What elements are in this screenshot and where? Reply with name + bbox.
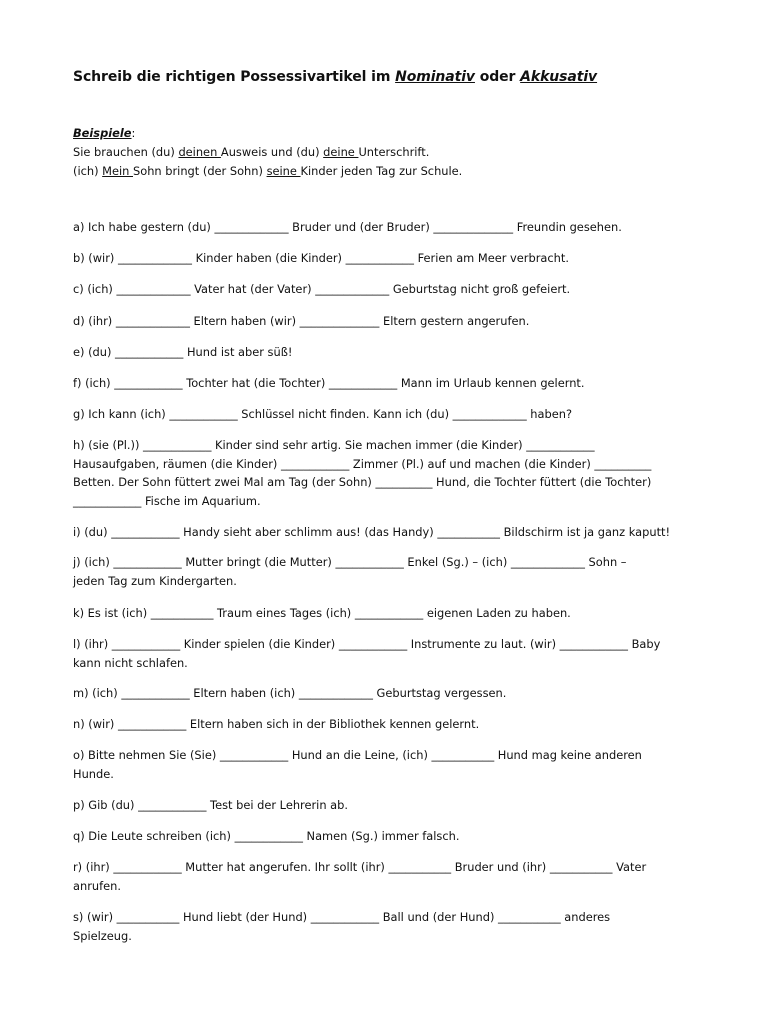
example-text: Sie brauchen (du) bbox=[73, 145, 179, 159]
exercise-j-line-1: j) (ich) ____________ Mutter bringt (die Mutter) ____________ Enkel (Sg.) – (ich) _____________ Sohn – bbox=[73, 555, 627, 569]
exercise-s-line-2: Spielzeug. bbox=[73, 929, 132, 943]
exercise-e-line-1: e) (du) ____________ Hund ist aber süß! bbox=[73, 345, 293, 359]
exercise-o-line-2: Hunde. bbox=[73, 767, 114, 781]
exercise-a-line-1: a) Ich habe gestern (du) _____________ Bruder und (der Bruder) ______________ Freundin gesehen. bbox=[73, 220, 622, 234]
example-text: Ausweis und (du) bbox=[220, 145, 324, 159]
title-prefix: Schreib die richtigen Possessivartikel im bbox=[73, 69, 396, 85]
exercise-j-line-2: jeden Tag zum Kindergarten. bbox=[73, 574, 237, 588]
example-text: (ich) bbox=[73, 164, 103, 178]
exercise-h-line-4: ____________ Fische im Aquarium. bbox=[73, 494, 261, 508]
example-answer: deinen bbox=[178, 145, 221, 159]
example-answer: seine bbox=[266, 164, 301, 178]
exercise-d-line-1: d) (ihr) _____________ Eltern haben (wir) ______________ Eltern gestern angerufen. bbox=[73, 314, 530, 328]
worksheet-title bbox=[73, 69, 597, 85]
exercise-r-line-1: r) (ihr) ____________ Mutter hat angerufen. Ihr sollt (ihr) ___________ Bruder und (ihr) ___________ Vater bbox=[73, 860, 647, 874]
exercise-o-line-1: o) Bitte nehmen Sie (Sie) ____________ Hund an die Leine, (ich) ___________ Hund mag keine anderen bbox=[73, 748, 642, 762]
example-text: Kinder jeden Tag zur Schule. bbox=[300, 164, 463, 178]
exercise-g-line-1: g) Ich kann (ich) ____________ Schlüssel nicht finden. Kann ich (du) _____________ haben? bbox=[73, 407, 573, 421]
exercise-h-line-2: Hausaufgaben, räumen (die Kinder) ____________ Zimmer (Pl.) auf und machen (die Kinder) __________ bbox=[73, 457, 652, 471]
exercise-s-line-1: s) (wir) ___________ Hund liebt (der Hund) ____________ Ball und (der Hund) ___________ anderes bbox=[73, 910, 611, 924]
exercise-k-line-1: k) Es ist (ich) ___________ Traum eines Tages (ich) ____________ eigenen Laden zu haben. bbox=[73, 606, 571, 620]
title-akkusativ: Akkusativ bbox=[520, 69, 598, 85]
example-text: Unterschrift. bbox=[358, 145, 430, 159]
exercise-p-line-1: p) Gib (du) ____________ Test bei der Lehrerin ab. bbox=[73, 798, 349, 812]
exercise-f-line-1: f) (ich) ____________ Tochter hat (die Tochter) ____________ Mann im Urlaub kennen gelernt. bbox=[73, 376, 585, 390]
example-sentence-2 bbox=[73, 163, 462, 179]
example-answer: Mein bbox=[102, 164, 133, 178]
exercise-q-line-1: q) Die Leute schreiben (ich) ____________ Namen (Sg.) immer falsch. bbox=[73, 829, 460, 843]
title-middle: oder bbox=[474, 69, 521, 85]
example-sentence-1 bbox=[73, 144, 429, 160]
exercise-c-line-1: c) (ich) _____________ Vater hat (der Vater) _____________ Geburtstag nicht groß gefeiert. bbox=[73, 282, 571, 296]
exercise-l-line-2: kann nicht schlafen. bbox=[73, 656, 188, 670]
exercise-l-line-1: l) (ihr) ____________ Kinder spielen (die Kinder) ____________ Instrumente zu laut. (wir) ____________ Baby bbox=[73, 637, 661, 651]
examples-heading: Beispiele bbox=[73, 126, 132, 140]
example-answer: deine bbox=[323, 145, 359, 159]
exercise-m-line-1: m) (ich) ____________ Eltern haben (ich) _____________ Geburtstag vergessen. bbox=[73, 686, 507, 700]
exercise-h-line-1: h) (sie (Pl.)) ____________ Kinder sind sehr artig. Sie machen immer (die Kinder) ____________ bbox=[73, 438, 595, 452]
exercise-b-line-1: b) (wir) _____________ Kinder haben (die Kinder) ____________ Ferien am Meer verbracht. bbox=[73, 251, 569, 265]
example-text: Sohn bringt (der Sohn) bbox=[133, 164, 267, 178]
title-nominativ: Nominativ bbox=[395, 69, 475, 85]
examples-heading-line bbox=[73, 125, 135, 141]
exercise-r-line-2: anrufen. bbox=[73, 879, 121, 893]
exercise-i-line-1: i) (du) ____________ Handy sieht aber schlimm aus! (das Handy) ___________ Bildschirm ist ja ganz kaputt! bbox=[73, 525, 671, 539]
exercise-h-line-3: Betten. Der Sohn füttert zwei Mal am Tag (der Sohn) __________ Hund, die Tochter füttert (die Tochter) bbox=[73, 475, 652, 489]
exercise-n-line-1: n) (wir) ____________ Eltern haben sich in der Bibliothek kennen gelernt. bbox=[73, 717, 480, 731]
examples-heading-colon: : bbox=[131, 126, 136, 140]
